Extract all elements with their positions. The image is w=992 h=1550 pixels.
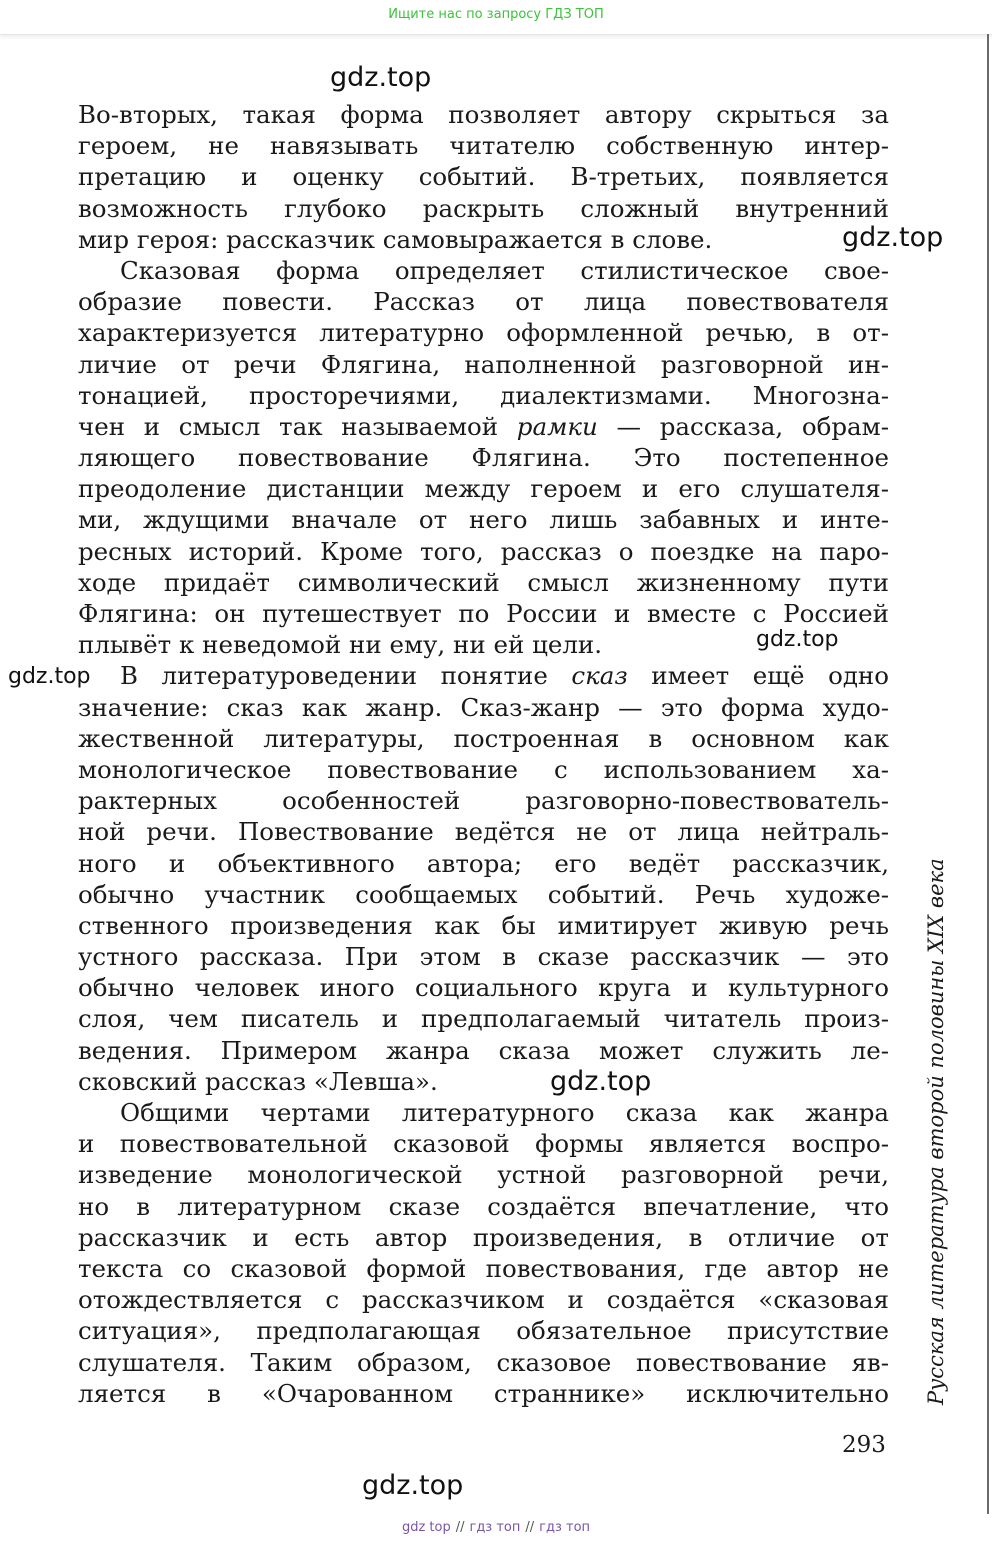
text-line: устного рассказа. При этом в сказе рассказчик — это <box>78 942 889 972</box>
page-number: 293 <box>842 1432 886 1458</box>
footer-links <box>0 1520 992 1535</box>
footer-link[interactable]: гдз топ <box>539 1520 591 1535</box>
text-line: ведения. Примером жанра сказа может служить ле- <box>78 1035 889 1065</box>
text-line <box>78 660 889 691</box>
text-segment: — рассказа, обрам- <box>597 411 889 441</box>
text-line: Общими чертами литературного сказа как жанра <box>120 1098 889 1127</box>
text-line: ного и объективного автора; его ведёт рассказчик, <box>78 848 889 878</box>
text-line: Во-вторых, такая форма позволяет автору скрыться за <box>78 100 889 129</box>
text-line: сковский рассказ «Левша». <box>78 1066 438 1096</box>
top-banner <box>0 0 992 35</box>
text-line: ляется в «Очарованном страннике» исключительно <box>78 1378 889 1408</box>
watermark: gdz.top <box>362 1470 464 1501</box>
text-line: изведение монологической устной разговорной речи, <box>78 1160 889 1190</box>
text-segment: В литературоведении понятие <box>120 661 572 691</box>
banner-text: Ищите нас по запросу ГДЗ ТОП <box>388 7 604 22</box>
text-segment: имеет ещё одно <box>627 661 889 691</box>
text-line: ной речи. Повествование ведётся не от лица нейтраль- <box>78 817 889 847</box>
text-line: мир героя: рассказчик самовыражается в слове. <box>78 224 713 254</box>
text-line: преодоление дистанции между героем и его слушателя- <box>78 474 889 504</box>
text-line: монологическое повествование с использованием ха- <box>78 754 889 784</box>
footer-separator: // <box>525 1520 535 1535</box>
text-line: текста со сказовой формой повествования, где автор не <box>78 1253 889 1283</box>
footer-link[interactable]: gdz top <box>401 1520 451 1535</box>
text-line: характеризуется литературно оформленной речью, в от- <box>78 318 889 348</box>
text-line: Сказовая форма определяет стилистическое свое- <box>120 255 889 285</box>
watermark: gdz.top <box>756 627 839 652</box>
text-line: героем, не навязывать читателю собственную интер- <box>78 131 889 161</box>
text-line: рассказчик и есть автор произведения, в отличие от <box>78 1222 889 1252</box>
text-line: слушателя. Таким образом, сказовое повествование яв- <box>78 1347 889 1377</box>
text-line: отождествляется с рассказчиком и создаётся «сказовая <box>78 1285 889 1315</box>
italic-term: сказ <box>571 661 628 691</box>
text-line: ственного произведения как бы имитирует живую речь <box>78 910 889 940</box>
text-line: ходе придаёт символический смысл жизненному пути <box>78 567 889 597</box>
text-line: слоя, чем писатель и предполагаемый читатель произ- <box>78 1004 889 1034</box>
text-line: обычно человек иного социального круга и культурного <box>78 973 889 1003</box>
watermark: gdz.top <box>8 664 91 689</box>
text-line: ми, ждущими вначале от него лишь забавных и инте- <box>78 505 889 535</box>
text-line: тонацией, просторечиями, диалектизмами. Многозна- <box>78 380 889 410</box>
text-line: рактерных особенностей разговорно-повествователь- <box>78 786 889 816</box>
text-line: обычно участник сообщаемых событий. Речь художе- <box>78 879 889 909</box>
text-line: ситуация», предполагающая обязательное присутствие <box>78 1316 889 1346</box>
text-line: ресных историй. Кроме того, рассказ о поездке на паро- <box>78 536 889 566</box>
footer-link[interactable]: гдз топ <box>469 1520 521 1535</box>
text-line: плывёт к неведомой ни ему, ни ей цели. <box>78 630 602 660</box>
text-line: претацию и оценку событий. В-третьих, появляется <box>78 162 889 192</box>
footer-separator: // <box>455 1520 465 1535</box>
text-segment: чен и смысл так называемой <box>78 411 517 441</box>
running-head-vertical: Русская литература второй половины XIX века <box>924 858 948 1405</box>
text-line: образие повести. Рассказ от лица повествователя <box>78 287 889 317</box>
italic-term: рамки <box>516 411 598 441</box>
text-line: значение: сказ как жанр. Сказ-жанр — это форма худо- <box>78 692 889 722</box>
text-line: но в литературном сказе создаётся впечатление, что <box>78 1191 889 1221</box>
watermark: gdz.top <box>330 62 432 93</box>
text-line: возможность глубоко раскрыть сложный внутренний <box>78 193 889 223</box>
watermark: gdz.top <box>550 1066 652 1097</box>
page-edge-line <box>987 34 989 1514</box>
body-text <box>78 99 889 1409</box>
text-line: жественной литературы, построенная в основном как <box>78 723 889 753</box>
text-line <box>78 411 889 442</box>
text-line: Флягина: он путешествует по России и вместе с Россией <box>78 599 889 628</box>
watermark: gdz.top <box>842 222 944 253</box>
text-line: и повествовательной сказовой формы является воспро- <box>78 1129 889 1159</box>
text-line: ляющего повествование Флягина. Это постепенное <box>78 443 889 473</box>
text-line: личие от речи Флягина, наполненной разговорной ин- <box>78 349 889 379</box>
